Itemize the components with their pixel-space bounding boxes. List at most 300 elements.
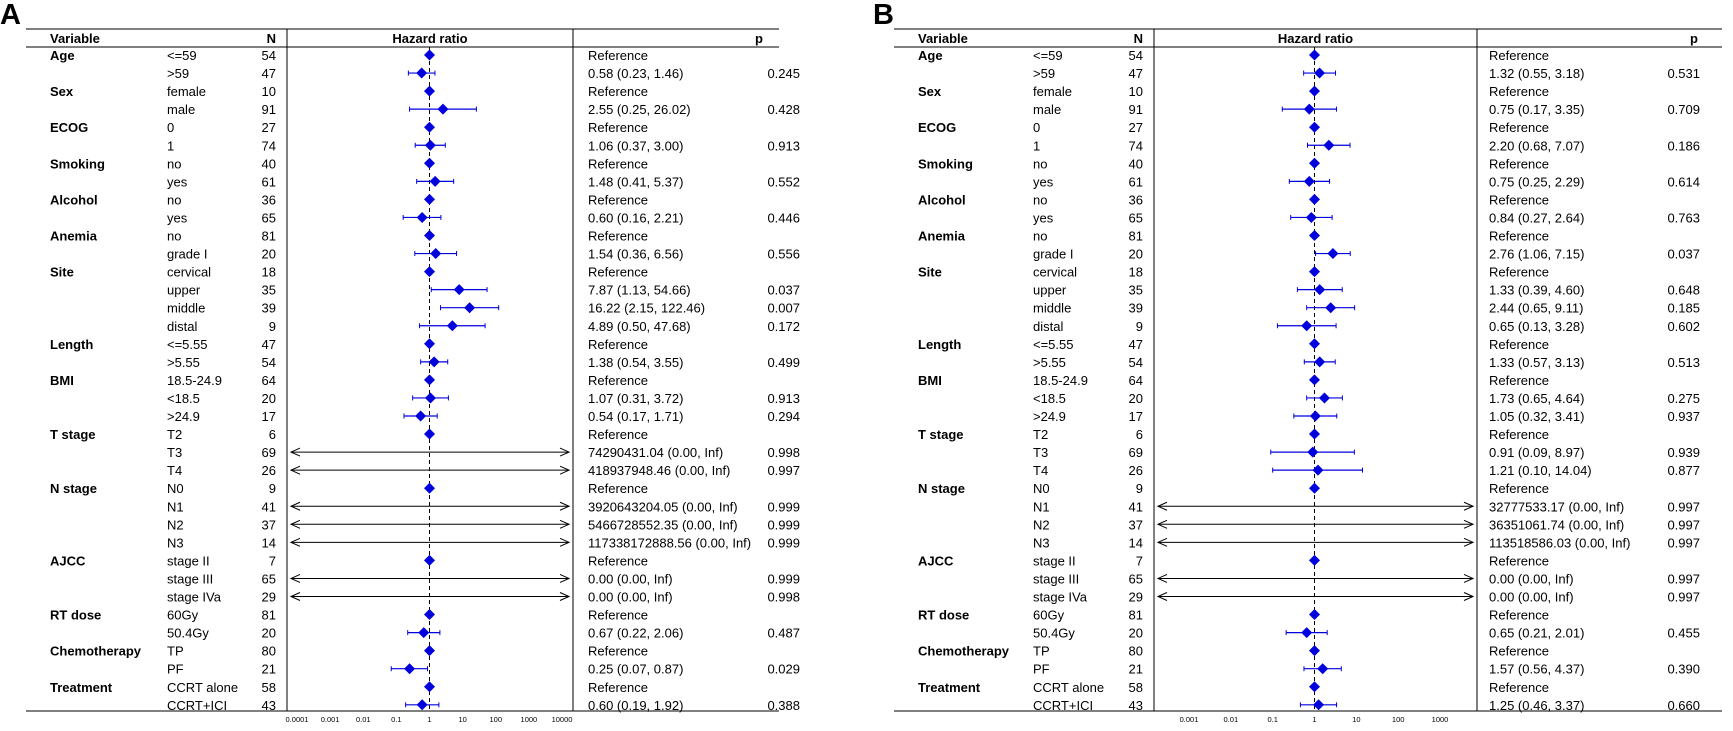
n-value: 26	[261, 463, 276, 479]
point-estimate-diamond	[1309, 645, 1320, 656]
n-value: 7	[1135, 553, 1143, 569]
variable-name: Anemia	[50, 228, 97, 244]
variable-name: Sex	[918, 84, 942, 100]
estimate-label: Reference	[1489, 427, 1549, 443]
table-row	[1033, 355, 1700, 370]
x-tick-label: 1	[1312, 715, 1317, 724]
level-label: no	[167, 228, 182, 244]
table-row	[167, 355, 800, 370]
point-estimate-diamond	[1325, 302, 1336, 313]
point-estimate-diamond	[1309, 266, 1320, 277]
point-estimate-diamond	[1309, 483, 1320, 494]
estimate-label: Reference	[1489, 228, 1549, 244]
n-value: 69	[261, 445, 276, 461]
level-label: stage III	[167, 571, 214, 587]
estimate-label: Reference	[1489, 48, 1549, 63]
estimate-label: Reference	[588, 336, 648, 352]
variable-name: N stage	[918, 481, 965, 497]
n-value: 80	[261, 643, 276, 659]
estimate-label: Reference	[588, 120, 648, 136]
estimate-label: 0.54 (0.17, 1.71)	[588, 409, 684, 424]
point-estimate-diamond	[424, 645, 435, 656]
variable-name: Length	[50, 336, 94, 352]
point-estimate-diamond	[437, 104, 448, 115]
p-value: 0.245	[767, 66, 800, 82]
point-estimate-diamond	[447, 320, 458, 331]
level-label: distal	[1033, 318, 1064, 334]
estimate-label: 1.05 (0.32, 3.41)	[1489, 409, 1585, 424]
table-row	[50, 229, 648, 244]
table-row	[918, 48, 1549, 63]
table-row	[167, 571, 800, 586]
point-estimate-diamond	[1319, 392, 1330, 403]
level-label: >59	[1033, 66, 1056, 82]
x-tick-label: 0.001	[1179, 715, 1199, 724]
point-estimate-diamond	[1314, 284, 1325, 295]
level-label: 0	[1033, 120, 1041, 136]
level-label: <=5.55	[167, 336, 208, 352]
n-value: 21	[261, 661, 276, 677]
level-label: <=5.55	[1033, 336, 1074, 352]
level-label: no	[1033, 156, 1048, 172]
n-value: 54	[261, 354, 276, 370]
table-row	[50, 265, 648, 280]
point-estimate-diamond	[417, 699, 428, 710]
p-value: 0.446	[767, 210, 800, 226]
level-label: 18.5-24.9	[1033, 372, 1088, 388]
x-tick-label: 1	[427, 715, 432, 724]
p-value: 0.275	[1667, 390, 1700, 406]
table-row	[918, 644, 1549, 659]
point-estimate-diamond	[1301, 320, 1312, 331]
estimate-label: 0.67 (0.22, 2.06)	[588, 625, 684, 641]
estimate-label: 1.33 (0.57, 3.13)	[1489, 354, 1585, 370]
point-estimate-diamond	[1309, 86, 1320, 97]
p-value: 0.029	[767, 661, 800, 677]
n-value: 20	[261, 246, 276, 262]
table-row	[918, 553, 1549, 568]
variable-name: Smoking	[918, 156, 973, 172]
n-value: 14	[1128, 535, 1143, 551]
table-row	[50, 192, 648, 207]
table-row	[918, 192, 1549, 207]
table-row	[167, 535, 800, 550]
point-estimate-diamond	[416, 68, 427, 79]
point-estimate-diamond	[1309, 338, 1320, 349]
p-value: 0.998	[767, 589, 800, 605]
table-row	[167, 319, 800, 334]
level-label: N0	[1033, 481, 1050, 497]
p-value: 0.428	[767, 102, 800, 118]
table-row	[918, 337, 1549, 352]
point-estimate-diamond	[425, 392, 436, 403]
n-value: 54	[1128, 48, 1143, 63]
level-label: grade I	[1033, 246, 1074, 262]
estimate-label: 0.75 (0.25, 2.29)	[1489, 174, 1585, 190]
point-estimate-diamond	[1310, 411, 1321, 422]
table-row	[167, 174, 800, 189]
p-value: 0.037	[767, 282, 800, 298]
level-label: yes	[167, 174, 188, 190]
estimate-label: Reference	[588, 228, 648, 244]
level-label: stage II	[1033, 553, 1076, 569]
x-tick-label: 0.1	[391, 715, 402, 724]
estimate-label: Reference	[588, 427, 648, 443]
estimate-label: 0.91 (0.09, 8.97)	[1489, 445, 1585, 461]
table-row	[918, 156, 1549, 171]
level-label: T3	[1033, 445, 1049, 461]
n-value: 47	[261, 66, 276, 82]
table-row	[167, 283, 800, 298]
n-value: 61	[1128, 174, 1143, 190]
p-value: 0.999	[767, 499, 800, 515]
level-label: female	[1033, 84, 1073, 100]
n-value: 80	[1128, 643, 1143, 659]
variable-name: Treatment	[918, 679, 981, 695]
n-value: 37	[1128, 517, 1143, 533]
level-label: 50.4Gy	[1033, 625, 1075, 641]
point-estimate-diamond	[464, 302, 475, 313]
n-value: 26	[1128, 463, 1143, 479]
estimate-label: Reference	[588, 607, 648, 623]
level-label: no	[167, 192, 182, 208]
n-value: 61	[261, 174, 276, 190]
n-value: 9	[268, 318, 276, 334]
variable-name: ECOG	[50, 120, 89, 136]
level-label: >59	[167, 66, 190, 82]
level-label: cervical	[1033, 264, 1078, 280]
p-value: 0.997	[1667, 571, 1700, 587]
point-estimate-diamond	[417, 212, 428, 223]
estimate-label: 36351061.74 (0.00, Inf)	[1489, 517, 1625, 533]
point-estimate-diamond	[424, 194, 435, 205]
table-row	[167, 102, 800, 117]
p-value: 0.999	[767, 535, 800, 551]
n-value: 27	[261, 120, 276, 136]
variable-name: BMI	[918, 372, 942, 388]
point-estimate-diamond	[424, 483, 435, 494]
table-row	[1033, 409, 1700, 424]
estimate-label: 0.65 (0.21, 2.01)	[1489, 625, 1585, 641]
point-estimate-diamond	[1304, 176, 1315, 187]
table-row	[1033, 102, 1700, 117]
n-value: 81	[1128, 228, 1143, 244]
variable-name: ECOG	[918, 120, 957, 136]
n-value: 9	[1135, 318, 1143, 334]
variable-name: AJCC	[50, 553, 86, 569]
n-value: 64	[261, 372, 276, 388]
point-estimate-diamond	[430, 248, 441, 259]
estimate-label: 1.54 (0.36, 6.56)	[588, 246, 684, 262]
n-value: 20	[261, 625, 276, 641]
point-estimate-diamond	[415, 411, 426, 422]
estimate-label: 0.75 (0.17, 3.35)	[1489, 102, 1585, 118]
point-estimate-diamond	[424, 609, 435, 620]
estimate-label: 7.87 (1.13, 54.66)	[588, 282, 691, 298]
table-row	[1033, 571, 1700, 586]
estimate-label: 0.00 (0.00, Inf)	[1489, 571, 1574, 587]
table-row	[1033, 301, 1700, 316]
level-label: stage II	[167, 553, 210, 569]
estimate-label: Reference	[1489, 679, 1549, 695]
estimate-label: Reference	[1489, 607, 1549, 623]
table-row	[1033, 247, 1700, 262]
point-estimate-diamond	[424, 158, 435, 169]
table-row	[167, 138, 800, 153]
n-value: 18	[261, 264, 276, 280]
n-value: 43	[1128, 697, 1143, 713]
point-estimate-diamond	[424, 50, 435, 61]
table-row	[50, 608, 648, 623]
level-label: >24.9	[1033, 409, 1066, 424]
p-value: 0.997	[1667, 535, 1700, 551]
n-value: 43	[261, 697, 276, 713]
estimate-label: 0.58 (0.23, 1.46)	[588, 66, 684, 82]
p-value: 0.998	[767, 445, 800, 461]
table-row	[1033, 517, 1700, 532]
table-row	[50, 48, 648, 63]
estimate-label: 1.38 (0.54, 3.55)	[588, 354, 684, 370]
level-label: stage IVa	[167, 589, 221, 605]
estimate-label: 1.57 (0.56, 4.37)	[1489, 661, 1585, 677]
p-value: 0.172	[767, 318, 800, 334]
n-value: 65	[261, 571, 276, 587]
table-row	[1033, 626, 1700, 641]
estimate-label: 2.44 (0.65, 9.11)	[1489, 300, 1584, 316]
level-label: T4	[167, 463, 183, 479]
p-value: 0.037	[1667, 246, 1700, 262]
x-tick-label: 10	[458, 715, 467, 724]
variable-name: Alcohol	[50, 192, 98, 208]
table-row	[167, 517, 800, 532]
estimate-label: Reference	[1489, 84, 1549, 100]
x-tick-label: 0.1	[1267, 715, 1278, 724]
variable-name: Alcohol	[918, 192, 966, 208]
n-value: 36	[261, 192, 276, 208]
n-value: 40	[1128, 156, 1143, 172]
estimate-label: 1.73 (0.65, 4.64)	[1489, 390, 1585, 406]
p-value: 0.913	[767, 390, 800, 406]
n-value: 58	[261, 679, 276, 695]
p-value: 0.552	[767, 174, 800, 190]
table-row	[167, 301, 800, 316]
n-value: 40	[261, 156, 276, 172]
p-value: 0.294	[767, 409, 800, 424]
level-label: >5.55	[1033, 354, 1066, 370]
level-label: male	[167, 102, 196, 118]
n-value: 65	[1128, 571, 1143, 587]
table-row	[1033, 445, 1700, 460]
x-tick-label: 0.0001	[285, 715, 309, 724]
estimate-label: 113518586.03 (0.00, Inf)	[1489, 535, 1631, 551]
table-row	[1033, 283, 1700, 298]
estimate-label: 32777533.17 (0.00, Inf)	[1489, 499, 1625, 515]
estimate-label: 74290431.04 (0.00, Inf)	[588, 445, 724, 461]
table-row	[918, 427, 1549, 442]
level-label: 60Gy	[1033, 607, 1065, 623]
table-row	[167, 662, 800, 677]
level-label: N1	[167, 499, 184, 515]
point-estimate-diamond	[1317, 663, 1328, 674]
level-label: N0	[167, 481, 184, 497]
level-label: yes	[167, 210, 188, 226]
level-label: 0	[167, 120, 175, 136]
estimate-label: 0.60 (0.16, 2.21)	[588, 210, 684, 226]
p-value: 0.455	[1667, 625, 1700, 641]
table-row	[50, 120, 648, 135]
p-value: 0.487	[767, 625, 800, 641]
point-estimate-diamond	[1323, 140, 1334, 151]
p-value: 0.999	[767, 517, 800, 533]
header-n: N	[1133, 31, 1143, 46]
p-value: 0.513	[1667, 354, 1700, 370]
point-estimate-diamond	[424, 555, 435, 566]
level-label: distal	[167, 318, 198, 334]
table-row	[167, 409, 800, 424]
estimate-label: Reference	[1489, 372, 1549, 388]
variable-name: RT dose	[918, 607, 970, 623]
n-value: 20	[261, 390, 276, 406]
estimate-label: Reference	[1489, 643, 1549, 659]
estimate-label: 1.25 (0.46, 3.37)	[1489, 697, 1585, 713]
table-row	[167, 463, 800, 478]
variable-name: Length	[918, 336, 962, 352]
level-label: yes	[1033, 210, 1054, 226]
n-value: 35	[261, 282, 276, 298]
table-row	[167, 626, 800, 641]
p-value: 0.388	[767, 697, 800, 713]
estimate-label: Reference	[1489, 192, 1549, 208]
variable-name: Sex	[50, 84, 74, 100]
level-label: no	[1033, 192, 1048, 208]
n-value: 10	[261, 84, 276, 100]
variable-name: Chemotherapy	[918, 643, 1010, 659]
n-value: 47	[1128, 66, 1143, 82]
variable-name: Anemia	[918, 228, 965, 244]
point-estimate-diamond	[424, 86, 435, 97]
variable-name: Smoking	[50, 156, 105, 172]
panel-label: B	[873, 0, 894, 31]
estimate-label: Reference	[588, 679, 648, 695]
p-value: 0.999	[767, 571, 800, 587]
point-estimate-diamond	[1327, 248, 1338, 259]
point-estimate-diamond	[424, 122, 435, 133]
table-row	[50, 427, 648, 442]
point-estimate-diamond	[404, 663, 415, 674]
n-value: 7	[268, 553, 276, 569]
header-hazard-ratio: Hazard ratio	[1277, 31, 1354, 46]
table-row	[1033, 535, 1700, 550]
n-value: 54	[1128, 354, 1143, 370]
point-estimate-diamond	[430, 176, 441, 187]
table-row	[1033, 391, 1700, 406]
estimate-label: 0.00 (0.00, Inf)	[588, 571, 673, 587]
x-tick-label: 0.01	[355, 715, 371, 724]
estimate-label: 1.07 (0.31, 3.72)	[588, 390, 684, 406]
table-row	[918, 120, 1549, 135]
variable-name: AJCC	[918, 553, 954, 569]
level-label: 50.4Gy	[167, 625, 209, 641]
n-value: 17	[1128, 409, 1143, 424]
n-value: 17	[261, 409, 276, 424]
estimate-label: 418937948.46 (0.00, Inf)	[588, 463, 731, 479]
level-label: TP	[1033, 643, 1050, 659]
point-estimate-diamond	[1309, 50, 1320, 61]
p-value: 0.186	[1667, 138, 1700, 154]
table-row	[918, 373, 1549, 388]
p-value: 0.997	[1667, 499, 1700, 515]
point-estimate-diamond	[1309, 609, 1320, 620]
table-row	[1033, 174, 1700, 189]
estimate-label: Reference	[588, 643, 648, 659]
table-row	[167, 499, 800, 514]
n-value: 41	[261, 499, 276, 515]
point-estimate-diamond	[1309, 429, 1320, 440]
level-label: <=59	[167, 48, 197, 63]
table-row	[1033, 66, 1700, 81]
estimate-label: Reference	[588, 48, 648, 63]
estimate-label: Reference	[1489, 481, 1549, 497]
x-tick-label: 10	[1352, 715, 1361, 724]
variable-name: Treatment	[50, 679, 113, 695]
n-value: 81	[1128, 607, 1143, 623]
level-label: TP	[167, 643, 184, 659]
level-label: no	[167, 156, 182, 172]
table-row	[167, 590, 800, 605]
level-label: stage IVa	[1033, 589, 1087, 605]
level-label: PF	[1033, 661, 1050, 677]
level-label: N2	[1033, 517, 1050, 533]
table-row	[1033, 138, 1700, 153]
table-row	[50, 644, 648, 659]
table-row	[918, 608, 1549, 623]
point-estimate-diamond	[1309, 230, 1320, 241]
n-value: 39	[261, 300, 276, 316]
level-label: upper	[1033, 282, 1067, 298]
level-label: N3	[167, 535, 184, 551]
variable-name: T stage	[50, 427, 96, 443]
level-label: T2	[167, 427, 183, 443]
point-estimate-diamond	[424, 230, 435, 241]
n-value: 41	[1128, 499, 1143, 515]
level-label: middle	[167, 300, 206, 316]
estimate-label: Reference	[1489, 264, 1549, 280]
n-value: 91	[261, 102, 276, 118]
n-value: 39	[1128, 300, 1143, 316]
level-label: CCRT+ICI	[1033, 697, 1094, 713]
n-value: 47	[1128, 336, 1143, 352]
point-estimate-diamond	[1309, 194, 1320, 205]
estimate-label: 0.25 (0.07, 0.87)	[588, 661, 684, 677]
table-row	[1033, 319, 1700, 334]
level-label: T3	[167, 445, 183, 461]
estimate-label: 0.60 (0.19, 1.92)	[588, 697, 684, 713]
level-label: N2	[167, 517, 184, 533]
estimate-label: 3920643204.05 (0.00, Inf)	[588, 499, 738, 515]
point-estimate-diamond	[424, 338, 435, 349]
n-value: 14	[261, 535, 276, 551]
n-value: 65	[1128, 210, 1143, 226]
estimate-label: 1.33 (0.39, 4.60)	[1489, 282, 1585, 298]
estimate-label: 2.55 (0.25, 26.02)	[588, 102, 691, 118]
table-row	[50, 373, 648, 388]
n-value: 64	[1128, 372, 1143, 388]
point-estimate-diamond	[1309, 374, 1320, 385]
level-label: stage III	[1033, 571, 1080, 587]
table-row	[1033, 499, 1700, 514]
table-row	[50, 553, 648, 568]
n-value: 29	[261, 589, 276, 605]
